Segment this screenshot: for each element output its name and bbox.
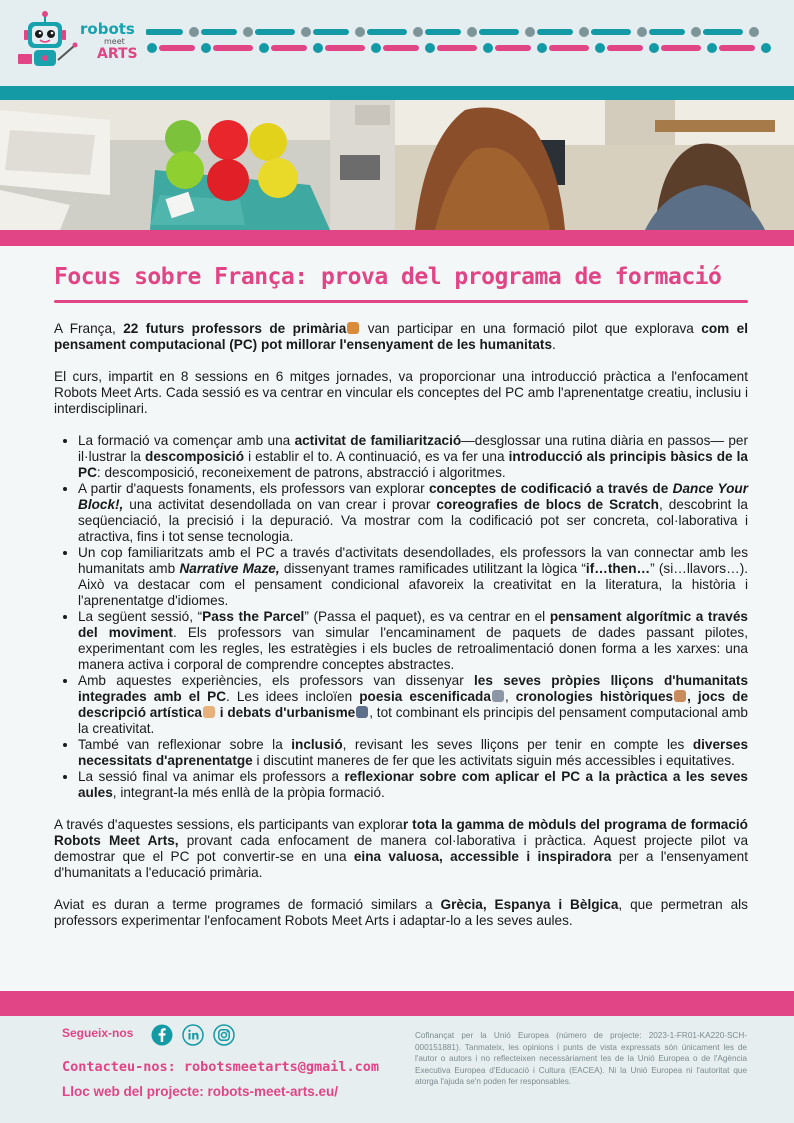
list-item (78, 609, 748, 673)
bold-text: conceptes de codificació a través de (428, 481, 673, 496)
bold-text: Dance Your Block!, (78, 481, 749, 512)
bold-text: cronologies històriques (515, 689, 674, 704)
pattern-dot (707, 43, 717, 53)
bold-text: 22 futurs professors de primària (123, 321, 347, 336)
page-title: Focus sobre França: prova del programa de formació (54, 264, 722, 290)
text-run: . Les idees incloïen (226, 689, 360, 704)
session-list (54, 433, 748, 801)
pattern-dot (189, 27, 199, 37)
bold-text: activitat de familiarització (294, 433, 462, 448)
logo-robots: robots (80, 20, 135, 38)
bold-text: descomposició (145, 449, 245, 464)
teal-band (0, 86, 794, 100)
header-banner (0, 0, 794, 86)
bold-text: eina valuosa, accessible i inspiradora (353, 849, 612, 864)
pattern-dot (259, 43, 269, 53)
text-run: La formació va començar amb una (78, 433, 295, 448)
upcoming-paragraph (54, 897, 748, 929)
pattern-dot (691, 27, 701, 37)
contact-email[interactable]: Contacteu-nos: robotsmeetarts@gmail.com (62, 1059, 379, 1075)
text-run: , descobrint la seqüenciació, la precisió i la depuració. Va mostrar com la codificació pot ser concreta, col·laborativa i atractiva, fins i tot sense tecnologia. (78, 497, 748, 544)
teacher-emoji (347, 322, 359, 334)
training-balls-photo (0, 100, 395, 230)
follow-us-label: Segueix-nos (62, 1026, 134, 1040)
logo-wordmark (80, 22, 138, 62)
text-run: ” (si…llavors…). Això va destacar com el pensament condicional afavoreix la creativitat en la literatura, la història i l'aprenentatge d'idiomes. (78, 561, 748, 608)
text-run: i discutint maneres de fer que les activitats siguin més accessibles i equitatives. (252, 753, 735, 768)
decorative-dash-pattern (146, 24, 786, 54)
pattern-dot (355, 27, 365, 37)
list-item (78, 433, 748, 481)
text-run: , que permetran als professors experimentar l'enfocament Robots Meet Arts i adaptar-lo a les seves aules. (54, 897, 748, 928)
pattern-dot (425, 43, 435, 53)
through-paragraph (54, 817, 748, 881)
text-run: , revisant les seves lliçons per tenir en compte les (342, 737, 693, 752)
bold-text: diverses necessitats d'aprenentatge (78, 737, 748, 768)
pattern-dot (749, 27, 759, 37)
bold-text: coreografies de blocs de Scratch (436, 497, 659, 512)
text-run: La sessió final va animar els professors a (78, 769, 345, 784)
bold-text: com el pensament computacional (PC) pot millorar l'ensenyament de les humanitats (54, 321, 748, 352)
project-website-link[interactable]: Lloc web del projecte: robots-meet-arts.eu/ (62, 1084, 339, 1099)
text-run: : descomposició, reconeixement de patrons, abstracció i algoritmes. (96, 465, 506, 480)
bold-text: r tota la gamma de mòduls del programa de formació Robots Meet Arts, (54, 817, 748, 848)
bold-text: if…then… (585, 561, 651, 576)
intro-paragraph (54, 321, 748, 353)
bold-text: i debats d'urbanisme (215, 705, 356, 720)
logo-arts: ARTS (97, 46, 138, 62)
eu-disclaimer: Cofinançat per la Unió Europea (número de projecte: 2023-1-FR01-KA220-SCH-000151881). Tanmateix, les opinions i punts de vista expressats són únicament les de l'autor o autors i no reflecteixen necessàriament les de la Unió Europea o de l'Agència Executiva Europea d'Educació i Cultura (EACEA). Ni la Unió Europea ni l'autoritat que atorga l'ajuda se'n poden fer responsables. (415, 1031, 747, 1086)
hourglass-emoji (674, 690, 686, 702)
pattern-dot (467, 27, 477, 37)
text-run: . Els professors van simular l'encaminament de paquets de dades passant pilotes, experimentant com les regles, les estratègies i els bucles de retroalimentació donen forma a les xarxes: una manera activa i corporal de comprendre conceptes abstractes. (78, 625, 748, 672)
text-run: A través d'aquestes sessions, els participants van explora (54, 817, 403, 832)
text-run: Aviat es duran a terme programes de formació similars a (54, 897, 441, 912)
article-body (54, 321, 748, 945)
text-run: , integrant-la més enllà de la pròpia formació. (112, 785, 385, 800)
text-run: La següent sessió, “ (78, 609, 203, 624)
pattern-dot (637, 27, 647, 37)
cityscape-emoji (356, 706, 368, 718)
pattern-dot (525, 27, 535, 37)
bold-text: Grècia, Espanya i Bèlgica (440, 897, 619, 912)
facebook-icon[interactable] (151, 1024, 173, 1046)
pattern-dot (579, 27, 589, 37)
list-item (78, 481, 748, 545)
text-run: i establir el to. A continuació, es va fer una (244, 449, 509, 464)
list-item (78, 545, 748, 609)
pattern-dot (595, 43, 605, 53)
text-run: , (504, 689, 516, 704)
bold-text: inclusió (291, 737, 343, 752)
text-run: —desglossar una rutina diària en passos— per il·lustrar la (78, 433, 749, 464)
teachers-working-photo (395, 100, 794, 230)
text-run: A França, (54, 321, 124, 336)
bold-text: Narrative Maze, (179, 561, 280, 576)
text-run: ” (Passa el paquet), es va centrar en el (304, 609, 550, 624)
pattern-dot (147, 43, 157, 53)
pattern-dot (649, 43, 659, 53)
list-item (78, 769, 748, 801)
instagram-icon[interactable] (213, 1024, 235, 1046)
course-paragraph (54, 369, 748, 417)
text-run: El curs, impartit en 8 sessions en 6 mitges jornades, va proporcionar una introducció pràctica a l'enfocament Robots Meet Arts. Cada sessió es va centrar en vincular els conceptes del PC amb l'aprenentatge creatiu, inclusiu i interdisciplinari. (54, 369, 748, 416)
text-run: van participar en una formació pilot que explorava (360, 321, 702, 336)
pattern-dot (537, 43, 547, 53)
pink-band-top (0, 230, 794, 246)
text-run: , tot combinant els principis del pensament computacional amb la creativitat. (78, 705, 748, 736)
bold-text: poesia escenificada (359, 689, 491, 704)
pattern-dot (761, 43, 771, 53)
text-run: Amb aquestes experiències, els professors van dissenyar (78, 673, 475, 688)
list-item (78, 737, 748, 769)
palette-emoji (203, 706, 215, 718)
pattern-dot (413, 27, 423, 37)
text-run: A partir d'aquests fonaments, els professors van explorar (78, 481, 429, 496)
text-run: . (552, 337, 556, 352)
pattern-dot (243, 27, 253, 37)
pattern-dot (483, 43, 493, 53)
pattern-dot (371, 43, 381, 53)
bold-text: introducció als principis bàsics de la PC (78, 449, 748, 480)
bold-text: Pass the Parcel (202, 609, 305, 624)
pattern-dot (313, 43, 323, 53)
bold-text: reflexionar sobre com aplicar el PC a la pràctica a les seves aules (78, 769, 748, 800)
list-item (78, 673, 748, 737)
title-underline (54, 300, 748, 303)
text-run: per a l'ensenyament d'humanitats a l'educació primària. (54, 849, 748, 880)
microphone-emoji (492, 690, 504, 702)
bold-text: pensament algorítmic a través del moviment (78, 609, 748, 640)
bold-text: les seves pròpies lliçons d'humanitats integrades amb el PC (78, 673, 748, 704)
text-run: També van reflexionar sobre la (78, 737, 292, 752)
linkedin-icon[interactable] (182, 1024, 204, 1046)
text-run: dissenyant trames ramificades utilitzant la lògica “ (279, 561, 586, 576)
text-run: Un cop familiaritzats amb el PC a través d'activitats desendollades, els professors la van connectar amb les humanitats amb (78, 545, 748, 576)
pattern-dot (301, 27, 311, 37)
text-run: una activitat desendollada on van crear i provar (123, 497, 437, 512)
bold-text: , jocs de descripció artística (78, 689, 749, 720)
logo-meet: meet (104, 37, 125, 46)
text-run: provant cada enfocament de manera col·laborativa i pràctica. Aquest projecte pilot va demostrar que el PC pot convertir-se en una (54, 833, 748, 864)
pink-band-bottom (0, 991, 794, 1016)
pattern-dot (201, 43, 211, 53)
